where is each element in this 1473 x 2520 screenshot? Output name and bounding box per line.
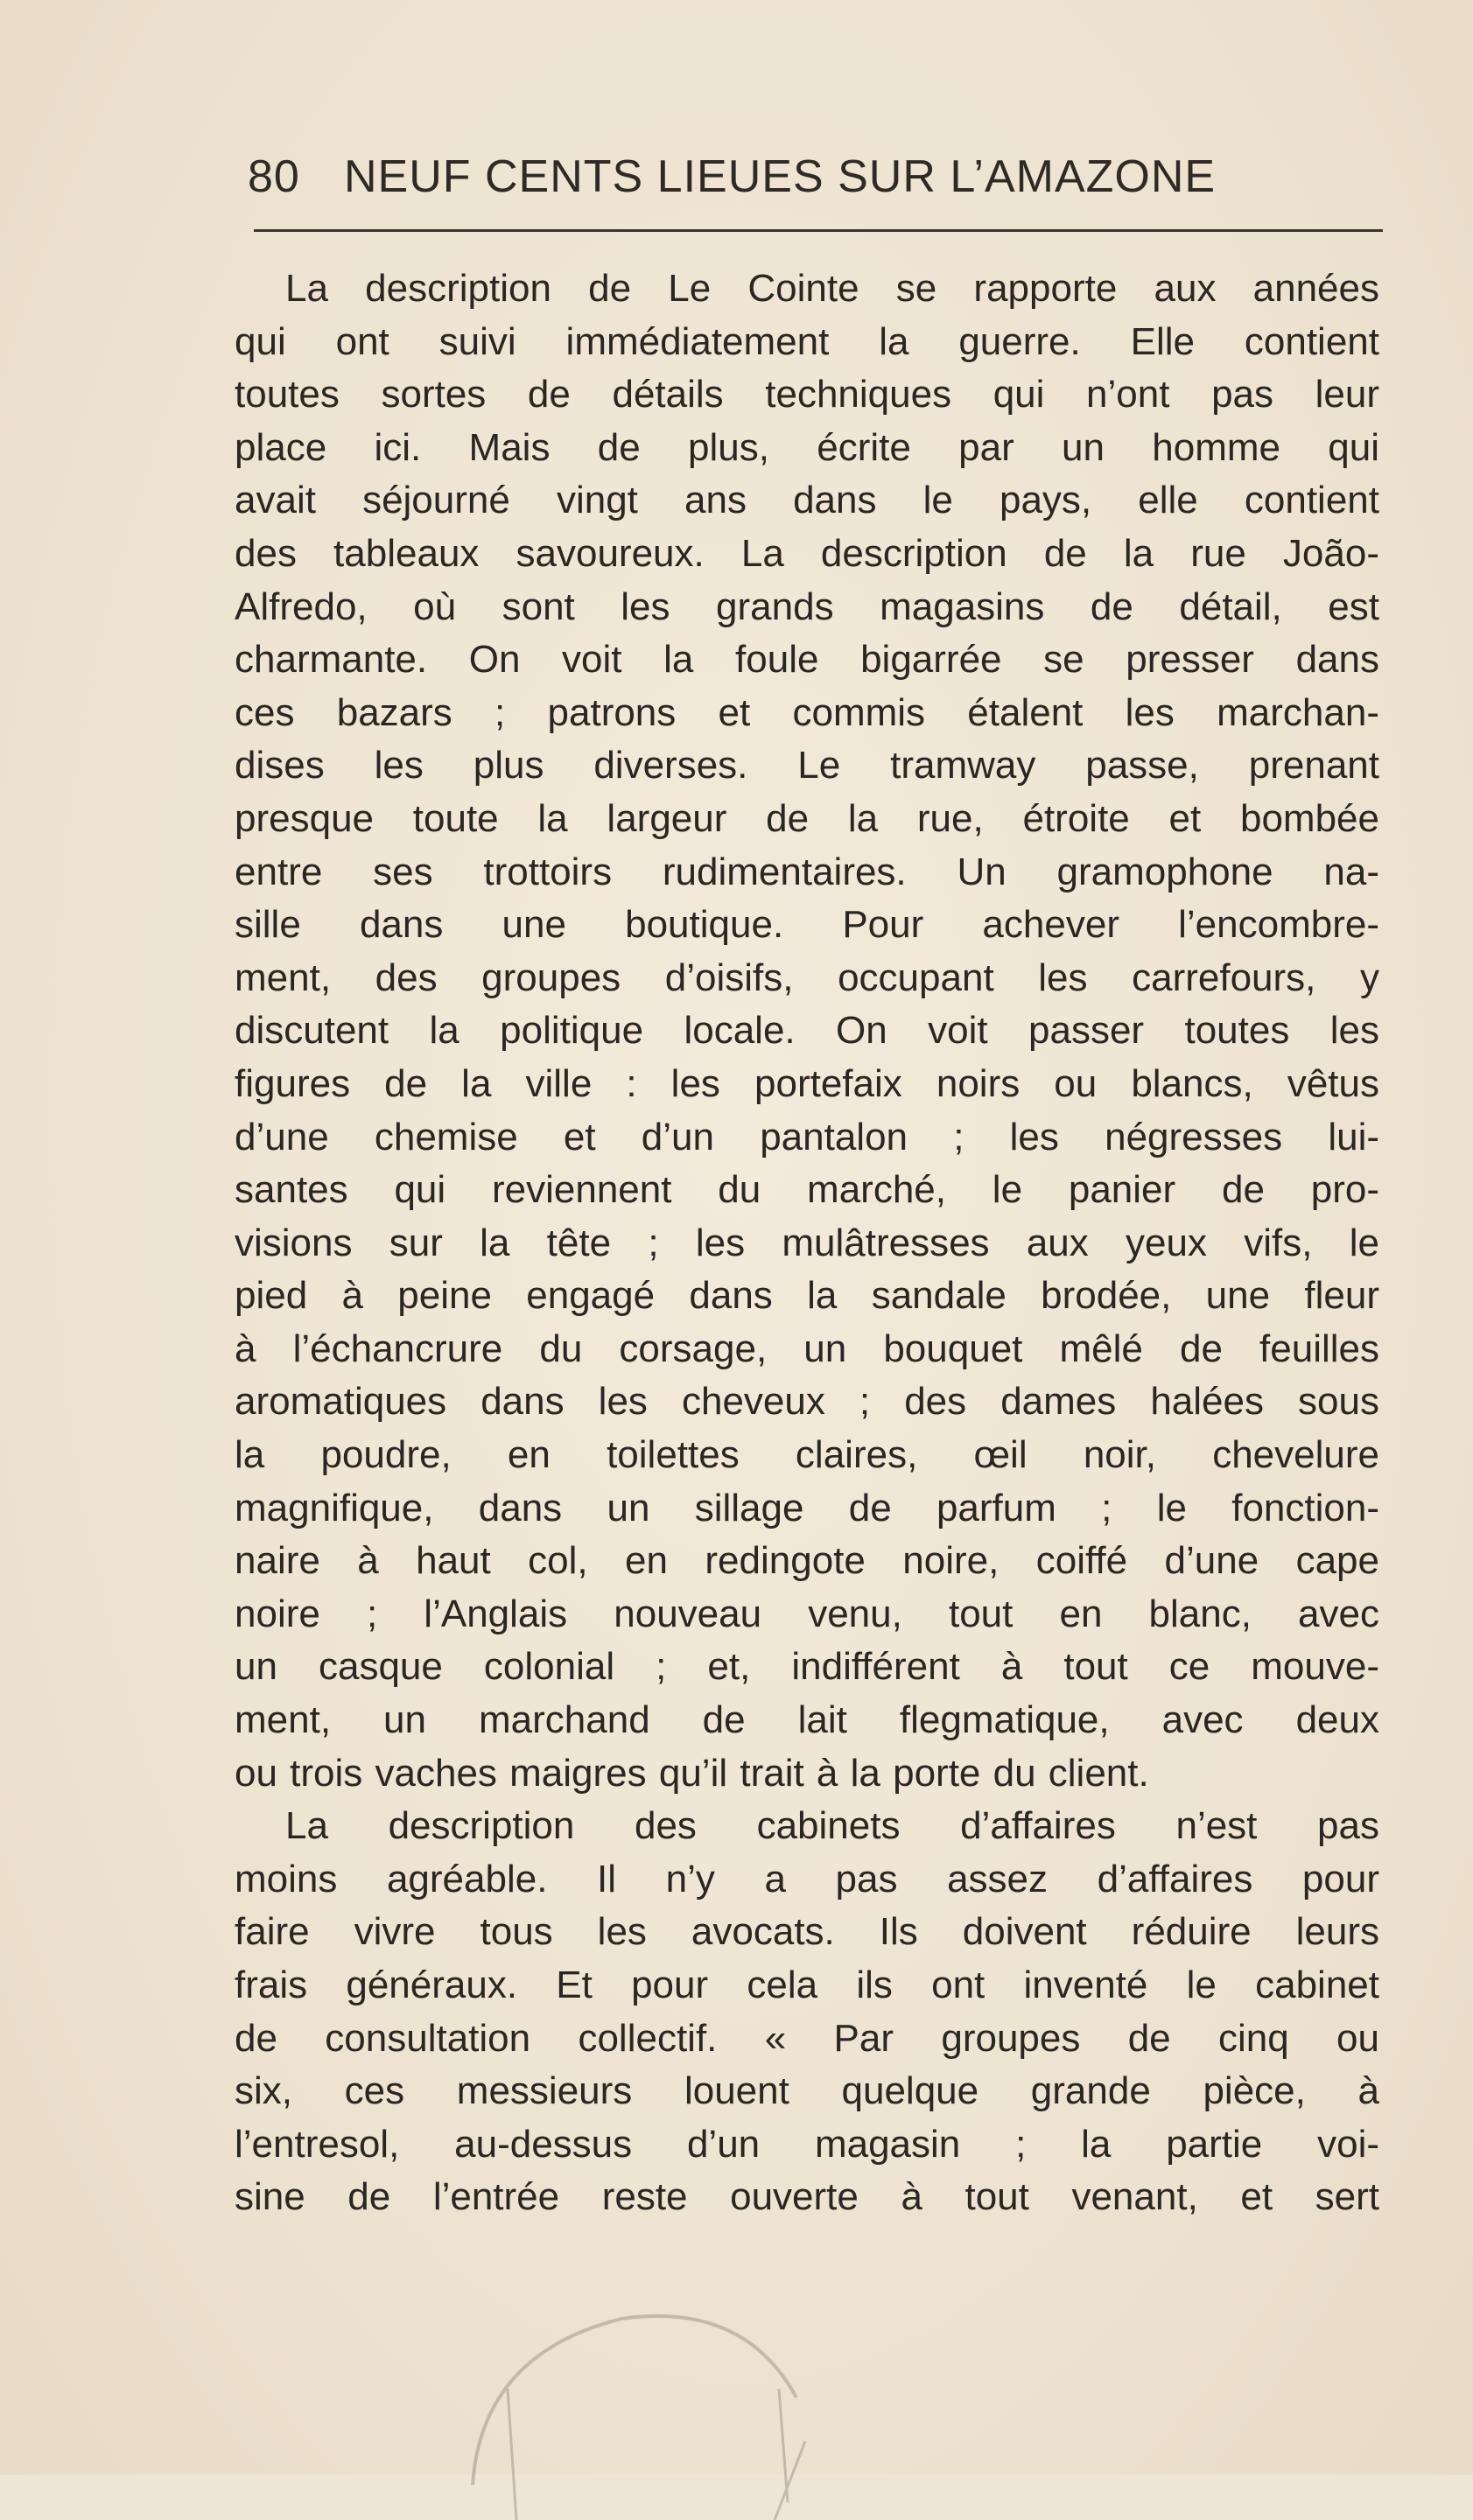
text-line: des tableaux savoureux. La description de la rue João- (235, 531, 1379, 575)
text-line: avait séjourné vingt ans dans le pays, elle contient (235, 479, 1379, 522)
text-line: La description des cabinets d’affaires n’est pas (285, 1804, 1379, 1848)
text-line: ment, un marchand de lait flegmatique, avec deux (235, 1698, 1379, 1742)
text-line: ou trois vaches maigres qu’il trait à la porte du client. (235, 1751, 1149, 1795)
text-line: sille dans une boutique. Pour achever l’encombre- (235, 903, 1379, 947)
text-line: toutes sortes de détails techniques qui n’ont pas leur (235, 373, 1379, 416)
text-line: santes qui reviennent du marché, le panier de pro- (235, 1168, 1379, 1212)
text-line: faire vivre tous les avocats. Ils doivent réduire leurs (235, 1910, 1379, 1954)
text-line: magnifique, dans un sillage de parfum ; le fonction- (235, 1486, 1379, 1530)
text-line: dises les plus diverses. Le tramway passe, prenant (235, 744, 1379, 788)
text-line: visions sur la tête ; les mulâtresses aux yeux vifs, le (235, 1221, 1379, 1264)
text-line: de consultation collectif. « Par groupes de cinq ou (235, 2016, 1379, 2060)
text-line: noire ; l’Anglais nouveau venu, tout en blanc, avec (235, 1592, 1379, 1635)
text-line: d’une chemise et d’un pantalon ; les négresses lui- (235, 1115, 1379, 1158)
text-line: figures de la ville : les portefaix noirs ou blancs, vêtus (235, 1061, 1379, 1105)
text-line: frais généraux. Et pour cela ils ont inventé le cabinet (235, 1964, 1379, 2006)
text-line: six, ces messieurs louent quelque grande pièce, à (235, 2069, 1379, 2113)
header-rule (254, 229, 1383, 232)
text-line: qui ont suivi immédiatement la guerre. Elle contient (235, 319, 1379, 363)
text-line: presque toute la largeur de la rue, étroite et bombée (235, 796, 1379, 840)
text-line: Alfredo, où sont les grands magasins de détail, est (235, 584, 1379, 628)
text-line: pied à peine engagé dans la sandale brodée, une fleur (235, 1274, 1379, 1318)
text-line: naire à haut col, en redingote noire, coiffé d’une cape (235, 1539, 1379, 1583)
text-line: un casque colonial ; et, indifférent à tout ce mouve- (235, 1645, 1379, 1689)
text-line: La description de Le Cointe se rapporte aux années (285, 267, 1379, 310)
library-stamp-icon (455, 2258, 823, 2520)
text-line: à l’échancrure du corsage, un bouquet mêlé de feuilles (235, 1326, 1379, 1370)
text-line: ces bazars ; patrons et commis étalent les marchan- (235, 690, 1379, 734)
text-line: charmante. On voit la foule bigarrée se presser dans (235, 638, 1379, 682)
body-text (235, 262, 1379, 2224)
text-line: l’entresol, au-dessus d’un magasin ; la partie voi- (235, 2122, 1379, 2166)
text-line: sine de l’entrée reste ouverte à tout venant, et sert (235, 2175, 1379, 2219)
text-line: moins agréable. Il n’y a pas assez d’affaires pour (235, 1857, 1379, 1900)
text-line: place ici. Mais de plus, écrite par un homme qui (235, 425, 1379, 469)
text-line: discutent la politique locale. On voit passer toutes les (235, 1009, 1379, 1053)
page-number: 80 (248, 151, 300, 202)
text-line: la poudre, en toilettes claires, œil noir, chevelure (235, 1433, 1379, 1477)
text-line: ment, des groupes d’oisifs, occupant les carrefours, y (235, 956, 1379, 999)
text-line: entre ses trottoirs rudimentaires. Un gramophone na- (235, 850, 1379, 893)
running-title: NEUF CENTS LIEUES SUR L’AMAZONE (344, 151, 1217, 202)
text-line: aromatiques dans les cheveux ; des dames halées sous (235, 1380, 1379, 1424)
running-header (248, 150, 1381, 203)
